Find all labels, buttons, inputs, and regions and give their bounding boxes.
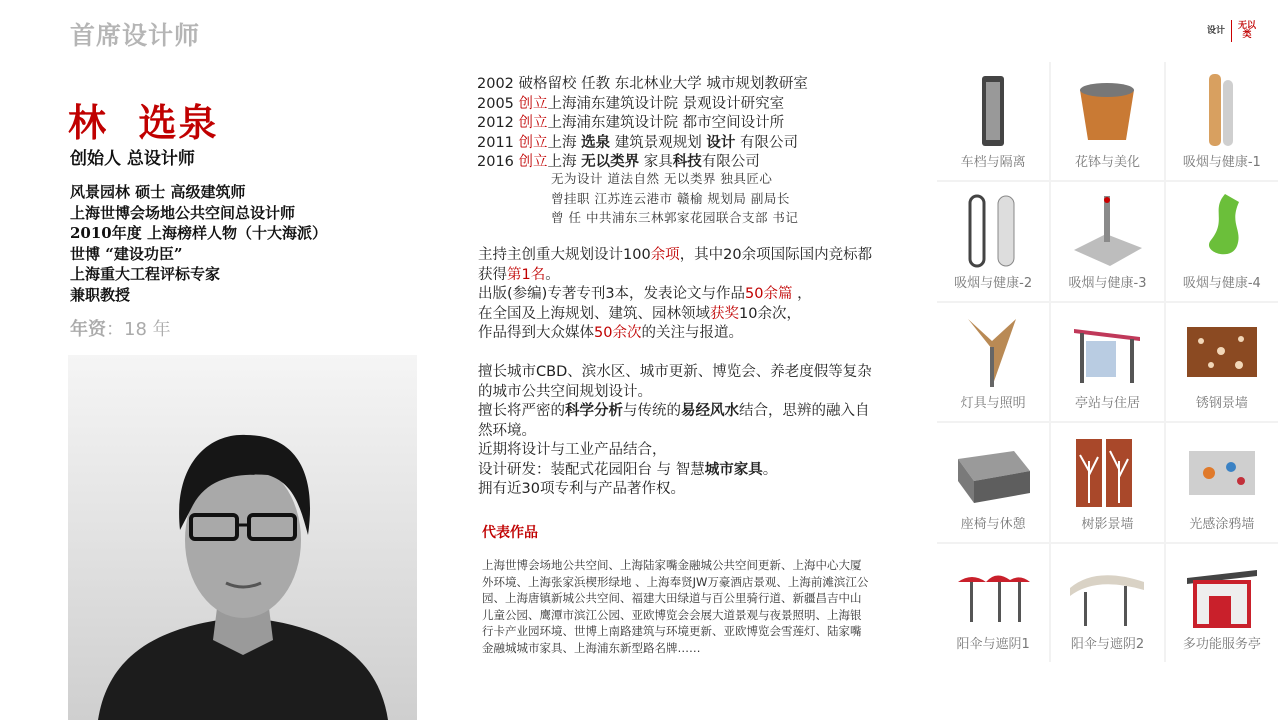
career-text: 上海 [547, 154, 582, 170]
product-caption: 花钵与美化 [1074, 155, 1140, 171]
product-tile[interactable] [1166, 62, 1278, 180]
graffiti-wall-image [1181, 431, 1263, 511]
product-tile[interactable] [1051, 423, 1163, 541]
title-line: 2010年度 上海榜样人物（十大海派） [70, 224, 327, 242]
title-line: 上海重大工程评标专家 [70, 265, 221, 283]
bench-image [952, 431, 1034, 511]
bio-text: ， [792, 286, 812, 302]
career-timeline [477, 75, 808, 173]
product-tile[interactable] [937, 182, 1049, 300]
logo-right-mark: 无以类 [1237, 21, 1256, 40]
works-heading: 代表作品 [482, 525, 538, 541]
lamp-image [952, 311, 1034, 391]
years-of-experience [70, 315, 171, 341]
parasol-image [1066, 552, 1148, 632]
smoking-station-image [1181, 190, 1263, 270]
bio-text: 主持主创重大规划设计100 [478, 247, 651, 263]
years-value: ：18 年 [106, 319, 171, 340]
founded-mark: 创立 [518, 134, 548, 151]
motto-line: 曾挂职 江苏连云港市 赣榆 规划局 副局长 [551, 190, 790, 206]
career-emph: 选泉 [581, 134, 611, 151]
tree-wall-image [1066, 431, 1148, 511]
product-caption: 吸烟与健康-3 [1068, 275, 1147, 291]
bio-emph: 易经风水 [681, 403, 739, 419]
bio-paragraph [478, 324, 883, 344]
bollard-image [952, 70, 1034, 150]
kiosk-image [1181, 552, 1263, 632]
founded-mark: 创立 [518, 115, 548, 131]
product-caption: 座椅与休憩 [960, 516, 1026, 532]
career-text: 上海 [547, 134, 582, 151]
logo-divider [1231, 20, 1232, 42]
shelter-image [1066, 311, 1148, 391]
product-tile[interactable] [937, 423, 1049, 541]
bio-highlight: 50余次 [594, 325, 642, 341]
product-caption: 光感涂鸦墙 [1189, 516, 1255, 532]
bio-emph: 科学分析 [565, 403, 623, 419]
product-tile[interactable] [937, 544, 1049, 662]
corten-wall-image [1181, 311, 1263, 391]
bio-text: 出版(参编)专著专刊3本，发表论文与作品 [478, 286, 746, 302]
product-caption: 锈钢景墙 [1195, 396, 1248, 412]
career-year: 2016 [477, 154, 519, 170]
career-emph: 无以类界 [581, 154, 640, 170]
career-text: 家具 [639, 154, 673, 170]
bio-paragraph [478, 402, 883, 441]
bio-paragraph [478, 246, 883, 285]
title-line: 兼职教授 [70, 285, 131, 304]
bio-text: 。 [762, 461, 778, 478]
smoking-station-image [1066, 190, 1148, 270]
career-year: 2011 [477, 134, 519, 151]
product-grid [937, 62, 1278, 662]
product-tile[interactable] [937, 62, 1049, 180]
works-list: 上海世博会场地公共空间、上海陆家嘴金融城公共空间更新、上海中心大厦外环境、上海张家浜楔形绿地 、上海奉贤JW万豪酒店景观、上海前滩滨江公园、上海唐镇新城公共空间、福建大田绿道与百公里骑行道、新疆昌吉中山儿童公园、鹰潭市滨江公园、亚欧博览会会展大道景观与夜景照明、上海银行卡产业园环境、世博上南路建筑与环境更新、亚欧博览会雪莲灯、陆家嘴金融城城市家具、上海浦东新型路名牌…… [482, 558, 869, 655]
bio-paragraph [478, 461, 883, 481]
smoking-station-image [952, 190, 1034, 270]
motto-block [551, 169, 798, 228]
career-year: 2005 [477, 95, 519, 112]
designer-name: 林 选泉 [68, 100, 219, 145]
career-row [477, 114, 808, 134]
career-row: 2002 破格留校 任教 东北林业大学 城市规划教研室 [477, 76, 808, 92]
parasol-image [952, 552, 1034, 632]
bio-paragraph: 近期将设计与工业产品结合， [478, 442, 667, 458]
bio-paragraph: 拥有近30项专利与产品著作权。 [478, 481, 685, 497]
product-tile[interactable] [1166, 303, 1278, 421]
career-text: 建筑景观规划 [610, 134, 707, 151]
biography [478, 246, 883, 500]
product-tile[interactable] [937, 303, 1049, 421]
bio-text: 作品得到大众媒体 [478, 325, 594, 341]
product-tile[interactable] [1051, 182, 1163, 300]
bio-paragraph: 擅长城市CBD、滨水区、城市更新、博览会、养老度假等复杂的城市公共空间规划设计。 [478, 364, 872, 400]
portrait-image [68, 355, 417, 720]
product-tile[interactable] [1051, 303, 1163, 421]
founded-mark: 创立 [518, 154, 548, 170]
bio-highlight: 50余篇 [745, 286, 793, 302]
career-row [477, 134, 808, 154]
title-line: 世博 “建设功臣” [70, 244, 183, 263]
bio-highlight: 余项 [650, 247, 680, 263]
bio-emph: 城市家具 [704, 461, 763, 478]
title-line: 风景园林 硕士 高级建筑师 [70, 183, 246, 201]
product-tile[interactable] [1166, 423, 1278, 541]
bio-highlight: 获奖 [710, 305, 739, 322]
designer-portrait [68, 355, 417, 720]
bio-text: 的关注与报道。 [641, 325, 743, 341]
product-caption: 多功能服务亭 [1182, 637, 1261, 652]
product-caption: 亭站与住居 [1074, 396, 1140, 412]
career-emph: 科技 [672, 154, 702, 170]
logo-left-mark: 设计 [1206, 25, 1225, 36]
product-tile[interactable] [1051, 62, 1163, 180]
planter-image [1066, 70, 1148, 150]
smoking-station-image [1181, 70, 1263, 150]
title-line: 上海世博会场地公共空间总设计师 [70, 203, 296, 222]
page-title: 首席设计师 [70, 21, 201, 50]
product-caption: 吸烟与健康-4 [1182, 275, 1261, 291]
bio-text: 。 [545, 266, 560, 283]
career-text: 有限公司 [735, 134, 798, 151]
motto-line: 曾 任 中共浦东三林郭家花园联合支部 书记 [551, 210, 799, 225]
bio-text: 10余次， [739, 305, 801, 322]
founded-mark: 创立 [518, 95, 548, 112]
product-caption: 灯具与照明 [960, 396, 1026, 412]
bio-text: 在全国及上海规划、建筑、园林领域 [478, 305, 710, 322]
spacer [478, 344, 883, 364]
designer-role: 创始人 总设计师 [70, 149, 195, 169]
company-logo [1204, 18, 1262, 44]
career-text: 上海浦东建筑设计院 都市空间设计所 [547, 115, 785, 131]
bio-text: 擅长将严密的 [478, 403, 565, 419]
bio-text: 与传统的 [623, 403, 681, 419]
product-caption: 树影景墙 [1081, 516, 1134, 532]
designer-titles [70, 182, 327, 305]
product-caption: 吸烟与健康-1 [1182, 155, 1261, 171]
bio-paragraph [478, 305, 883, 325]
bio-text: ，其中20余项国际国内竞标都获得 [478, 247, 873, 283]
product-tile[interactable] [1166, 182, 1278, 300]
career-row [477, 95, 808, 115]
product-caption: 阳伞与遮阴1 [956, 637, 1030, 652]
product-tile[interactable] [1051, 544, 1163, 662]
product-tile[interactable] [1166, 544, 1278, 662]
career-text: 上海浦东建筑设计院 景观设计研究室 [547, 95, 785, 112]
career-text: 有限公司 [701, 154, 760, 170]
bio-text: 设计研发：装配式花园阳台 与 智慧 [478, 461, 705, 478]
career-year: 2012 [477, 115, 519, 131]
product-caption: 车档与隔离 [960, 155, 1026, 171]
career-emph: 设计 [706, 134, 736, 151]
years-label: 年资 [70, 319, 106, 340]
product-caption: 阳伞与遮阴2 [1070, 637, 1145, 652]
bio-paragraph [478, 285, 883, 305]
bio-highlight: 第1名 [507, 266, 546, 283]
bio-text: 结合，思辨的融入自然环境。 [478, 403, 870, 439]
product-caption: 吸烟与健康-2 [954, 275, 1033, 291]
motto-line: 无为设计 道法自然 无以类界 独具匠心 [551, 171, 773, 186]
